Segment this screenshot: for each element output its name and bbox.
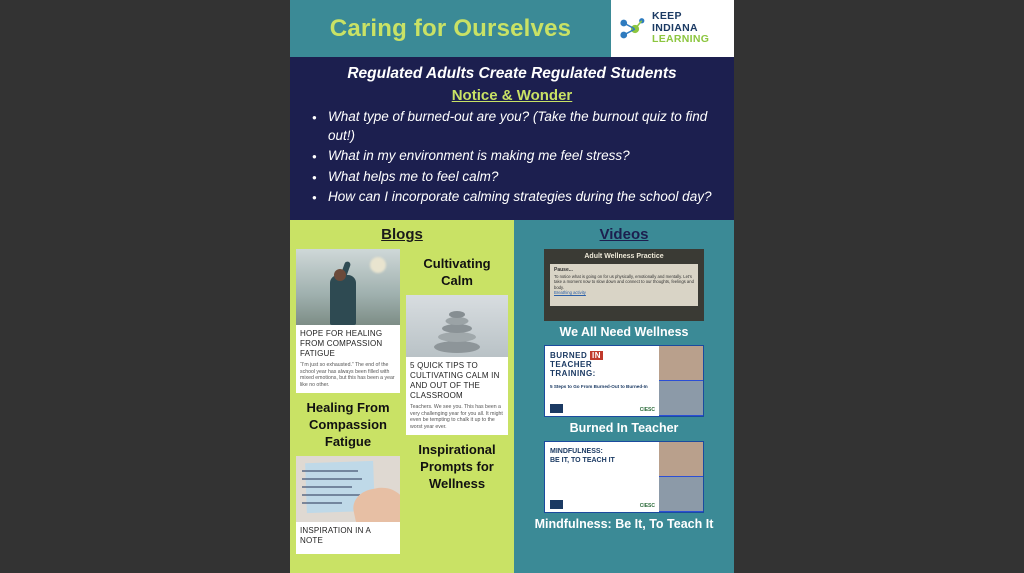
blogs-column	[290, 220, 514, 573]
slide-partner-label: CIESC	[639, 407, 655, 413]
slide-footer	[550, 404, 655, 413]
slide-adult-wellness	[544, 249, 704, 321]
blog-card-title: HOPE FOR HEALING FROM COMPASSION FATIGUE	[300, 329, 383, 358]
logo-line-3: LEARNING	[652, 33, 710, 46]
slide-title-part-2: TEACHER	[550, 360, 593, 369]
slide-title-part-1: BURNED	[550, 351, 588, 360]
logo-line-1: KEEP	[652, 10, 682, 23]
slide-title	[550, 351, 654, 378]
blogs-column-right	[406, 249, 508, 554]
blogs-column-left	[296, 249, 400, 554]
page-title: Caring for Ourselves	[329, 14, 572, 42]
slide-lead: Pause...	[554, 267, 573, 273]
blog-card-inspiration-note[interactable]	[296, 456, 400, 554]
section-heading: Regulated Adults Create Regulated Students	[347, 65, 677, 82]
list-item: ● What type of burned-out are you? (Take the burnout quiz to find out!)	[328, 108, 724, 145]
slide-main	[545, 442, 659, 512]
photo-stacked-stones	[406, 295, 508, 357]
slide-title	[550, 447, 654, 465]
blogs-grid	[296, 249, 508, 554]
poster	[290, 0, 734, 573]
notice-and-wonder-section	[290, 57, 734, 220]
list-item: ● What in my environment is making me feel stress?	[328, 147, 724, 166]
slide-partner-label: CIESC	[639, 503, 655, 509]
list-item: ● What helps me to feel calm?	[328, 168, 724, 187]
blog-card-cultivating-calm[interactable]	[406, 295, 508, 435]
blog-card-excerpt: Teachers. We see you. This has been a very challenging year for you all. It might even be tempting to chalk it up to the worst year ever.	[410, 404, 503, 430]
blog-card-title: 5 QUICK TIPS TO CULTIVATING CALM IN AND OUT OF THE CLASSROOM	[410, 361, 500, 400]
blog-label-cultivating-calm[interactable]: Cultivating Calm	[423, 256, 491, 288]
slide-link[interactable]: Breathing activity	[554, 290, 586, 296]
slide-mindfulness	[544, 441, 704, 513]
slide-main	[545, 346, 659, 416]
video-label-burned-in-teacher[interactable]: Burned In Teacher	[569, 421, 679, 435]
blog-card-excerpt: “I’m just so exhausted.” The end of the school year has always been filled with mixed emotions, but this has been a year like no other.	[300, 362, 395, 388]
slide-camera-strip	[659, 442, 703, 512]
video-card-burned-in-teacher[interactable]	[520, 345, 728, 435]
section-subheading: Notice & Wonder	[451, 87, 573, 104]
slide-body	[550, 264, 698, 306]
notice-wonder-list	[300, 108, 724, 207]
presenter-camera-icon	[659, 381, 703, 416]
list-item: ● How can I incorporate calming strategies during the school day?	[328, 188, 724, 207]
blogs-heading: Blogs	[381, 226, 423, 243]
slide-camera-strip	[659, 346, 703, 416]
slide-footer	[550, 500, 655, 509]
slide-logo-icon	[550, 500, 563, 509]
logo-line-2: INDIANA	[652, 21, 698, 34]
resources-row	[290, 220, 734, 573]
blog-label-compassion-fatigue[interactable]: Healing From Compassion Fatigue	[306, 400, 390, 450]
blog-label-inspirational-prompts[interactable]: Inspirational Prompts for Wellness	[418, 442, 496, 492]
slide-text: To notice what is going on for us physically, emotionally and mentally. Let’s take a moment now to slow down and connect to our thoughts, feelings and body.	[554, 273, 694, 290]
slide-title-part-2: BE IT, TO TEACH IT	[550, 457, 615, 464]
photo-sticky-note	[296, 456, 400, 522]
video-card-mindfulness[interactable]	[520, 441, 728, 531]
slide-title-part-3: TRAINING:	[550, 369, 596, 378]
logo-wordmark	[652, 11, 709, 46]
logo-mark-icon	[617, 14, 647, 44]
blog-card-caption	[406, 357, 508, 435]
videos-heading: Videos	[599, 226, 649, 243]
video-label-mindfulness[interactable]: Mindfulness: Be It, To Teach It	[534, 517, 714, 531]
video-label-wellness[interactable]: We All Need Wellness	[559, 325, 689, 339]
video-card-wellness[interactable]	[520, 249, 728, 339]
video-thumbnail[interactable]	[544, 249, 704, 321]
slide-burned-in-teacher	[544, 345, 704, 417]
video-thumbnail[interactable]	[544, 345, 704, 417]
poster-header	[290, 0, 734, 57]
videos-column	[514, 220, 734, 573]
video-thumbnail[interactable]	[544, 441, 704, 513]
slide-title: Adult Wellness Practice	[584, 253, 664, 260]
presenter-camera-icon	[659, 442, 703, 477]
presenter-camera-icon	[659, 477, 703, 512]
presenter-camera-icon	[659, 346, 703, 381]
photo-person-reaching	[296, 249, 400, 325]
blog-card-compassion-fatigue[interactable]	[296, 249, 400, 393]
blog-card-caption	[296, 325, 400, 393]
keep-indiana-learning-logo	[611, 0, 734, 57]
slide-logo-icon	[550, 404, 563, 413]
slide-subtitle: 5 Steps to Go From Burned-Out to Burned-In	[550, 384, 648, 389]
slide-title-highlight: IN	[591, 351, 601, 360]
blog-card-caption	[296, 522, 400, 554]
blog-card-title: INSPIRATION IN A NOTE	[300, 526, 371, 546]
slide-title-part-1: MINDFULNESS:	[550, 448, 603, 455]
